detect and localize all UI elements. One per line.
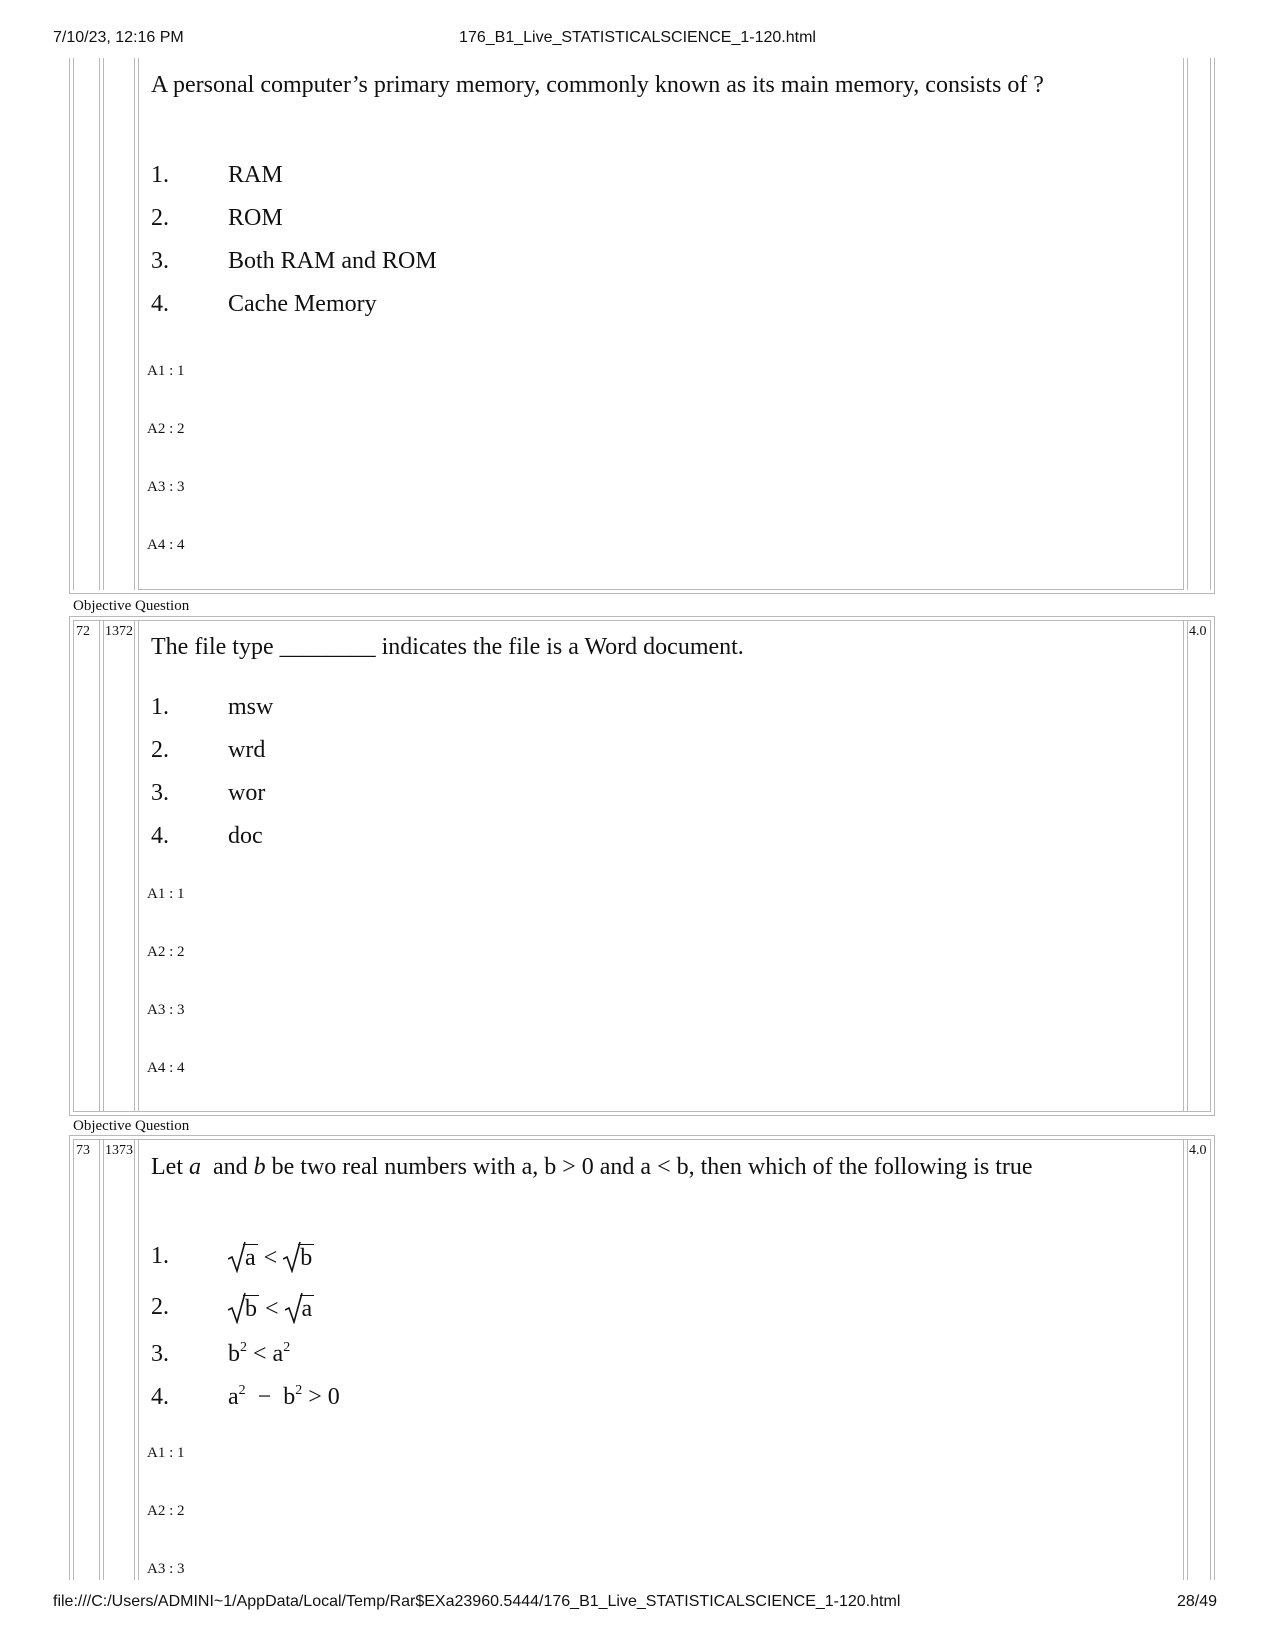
question-text: The file type ________ indicates the file is a Word document. <box>151 634 744 660</box>
answer-line: A2 : 2 <box>147 1503 185 1519</box>
answer-line: A2 : 2 <box>147 944 185 960</box>
print-footer <box>0 1593 1275 1615</box>
print-title: 176_B1_Live_STATISTICALSCIENCE_1-120.html <box>459 29 816 46</box>
square-root-icon: b <box>228 1292 259 1324</box>
question-type-label: Objective Question <box>73 1118 190 1134</box>
question-text: Let a and b be two real numbers with a, b > 0 and a < b, then which of the following is true <box>151 1154 1033 1180</box>
question-text: A personal computer’s primary memory, commonly known as its main memory, consists of ? <box>151 72 1044 98</box>
question-marks: 4.0 <box>1189 624 1207 639</box>
square-root-icon: a <box>285 1292 315 1324</box>
math-expression: b < a <box>228 1292 314 1324</box>
answer-line: A3 : 3 <box>147 479 185 495</box>
square-root-icon: b <box>283 1241 314 1273</box>
square-root-icon: a <box>228 1241 258 1273</box>
print-page-number: 28/49 <box>1176 1593 1217 1610</box>
print-datetime: 7/10/23, 12:16 PM <box>53 29 184 46</box>
answer-line: A2 : 2 <box>147 421 185 437</box>
answer-line: A1 : 1 <box>147 1445 185 1461</box>
print-header <box>0 29 1275 51</box>
answer-line: A1 : 1 <box>147 886 185 902</box>
question-id: 1373 <box>105 1143 133 1158</box>
print-file-path: file:///C:/Users/ADMINI~1/AppData/Local/Temp/Rar$EXa23960.5444/176_B1_Live_STATISTICALSCIENCE_1-120.html <box>53 1593 901 1610</box>
answer-line: A1 : 1 <box>147 363 185 379</box>
question-serial: 72 <box>76 624 90 639</box>
question-serial: 73 <box>76 1143 90 1158</box>
math-expression: $a^2 - b^2 > 0$ <box>228 1383 340 1410</box>
math-expression: a < b <box>228 1241 314 1273</box>
question-type-label: Objective Question <box>73 598 190 614</box>
answer-line: A3 : 3 <box>147 1561 185 1577</box>
question-id: 1372 <box>105 624 133 639</box>
answer-line: A3 : 3 <box>147 1002 185 1018</box>
question-marks: 4.0 <box>1189 1143 1207 1158</box>
answer-line: A4 : 4 <box>147 1060 185 1076</box>
math-expression: $b^2 < a^2$ <box>228 1340 291 1367</box>
answer-line: A4 : 4 <box>147 537 185 553</box>
